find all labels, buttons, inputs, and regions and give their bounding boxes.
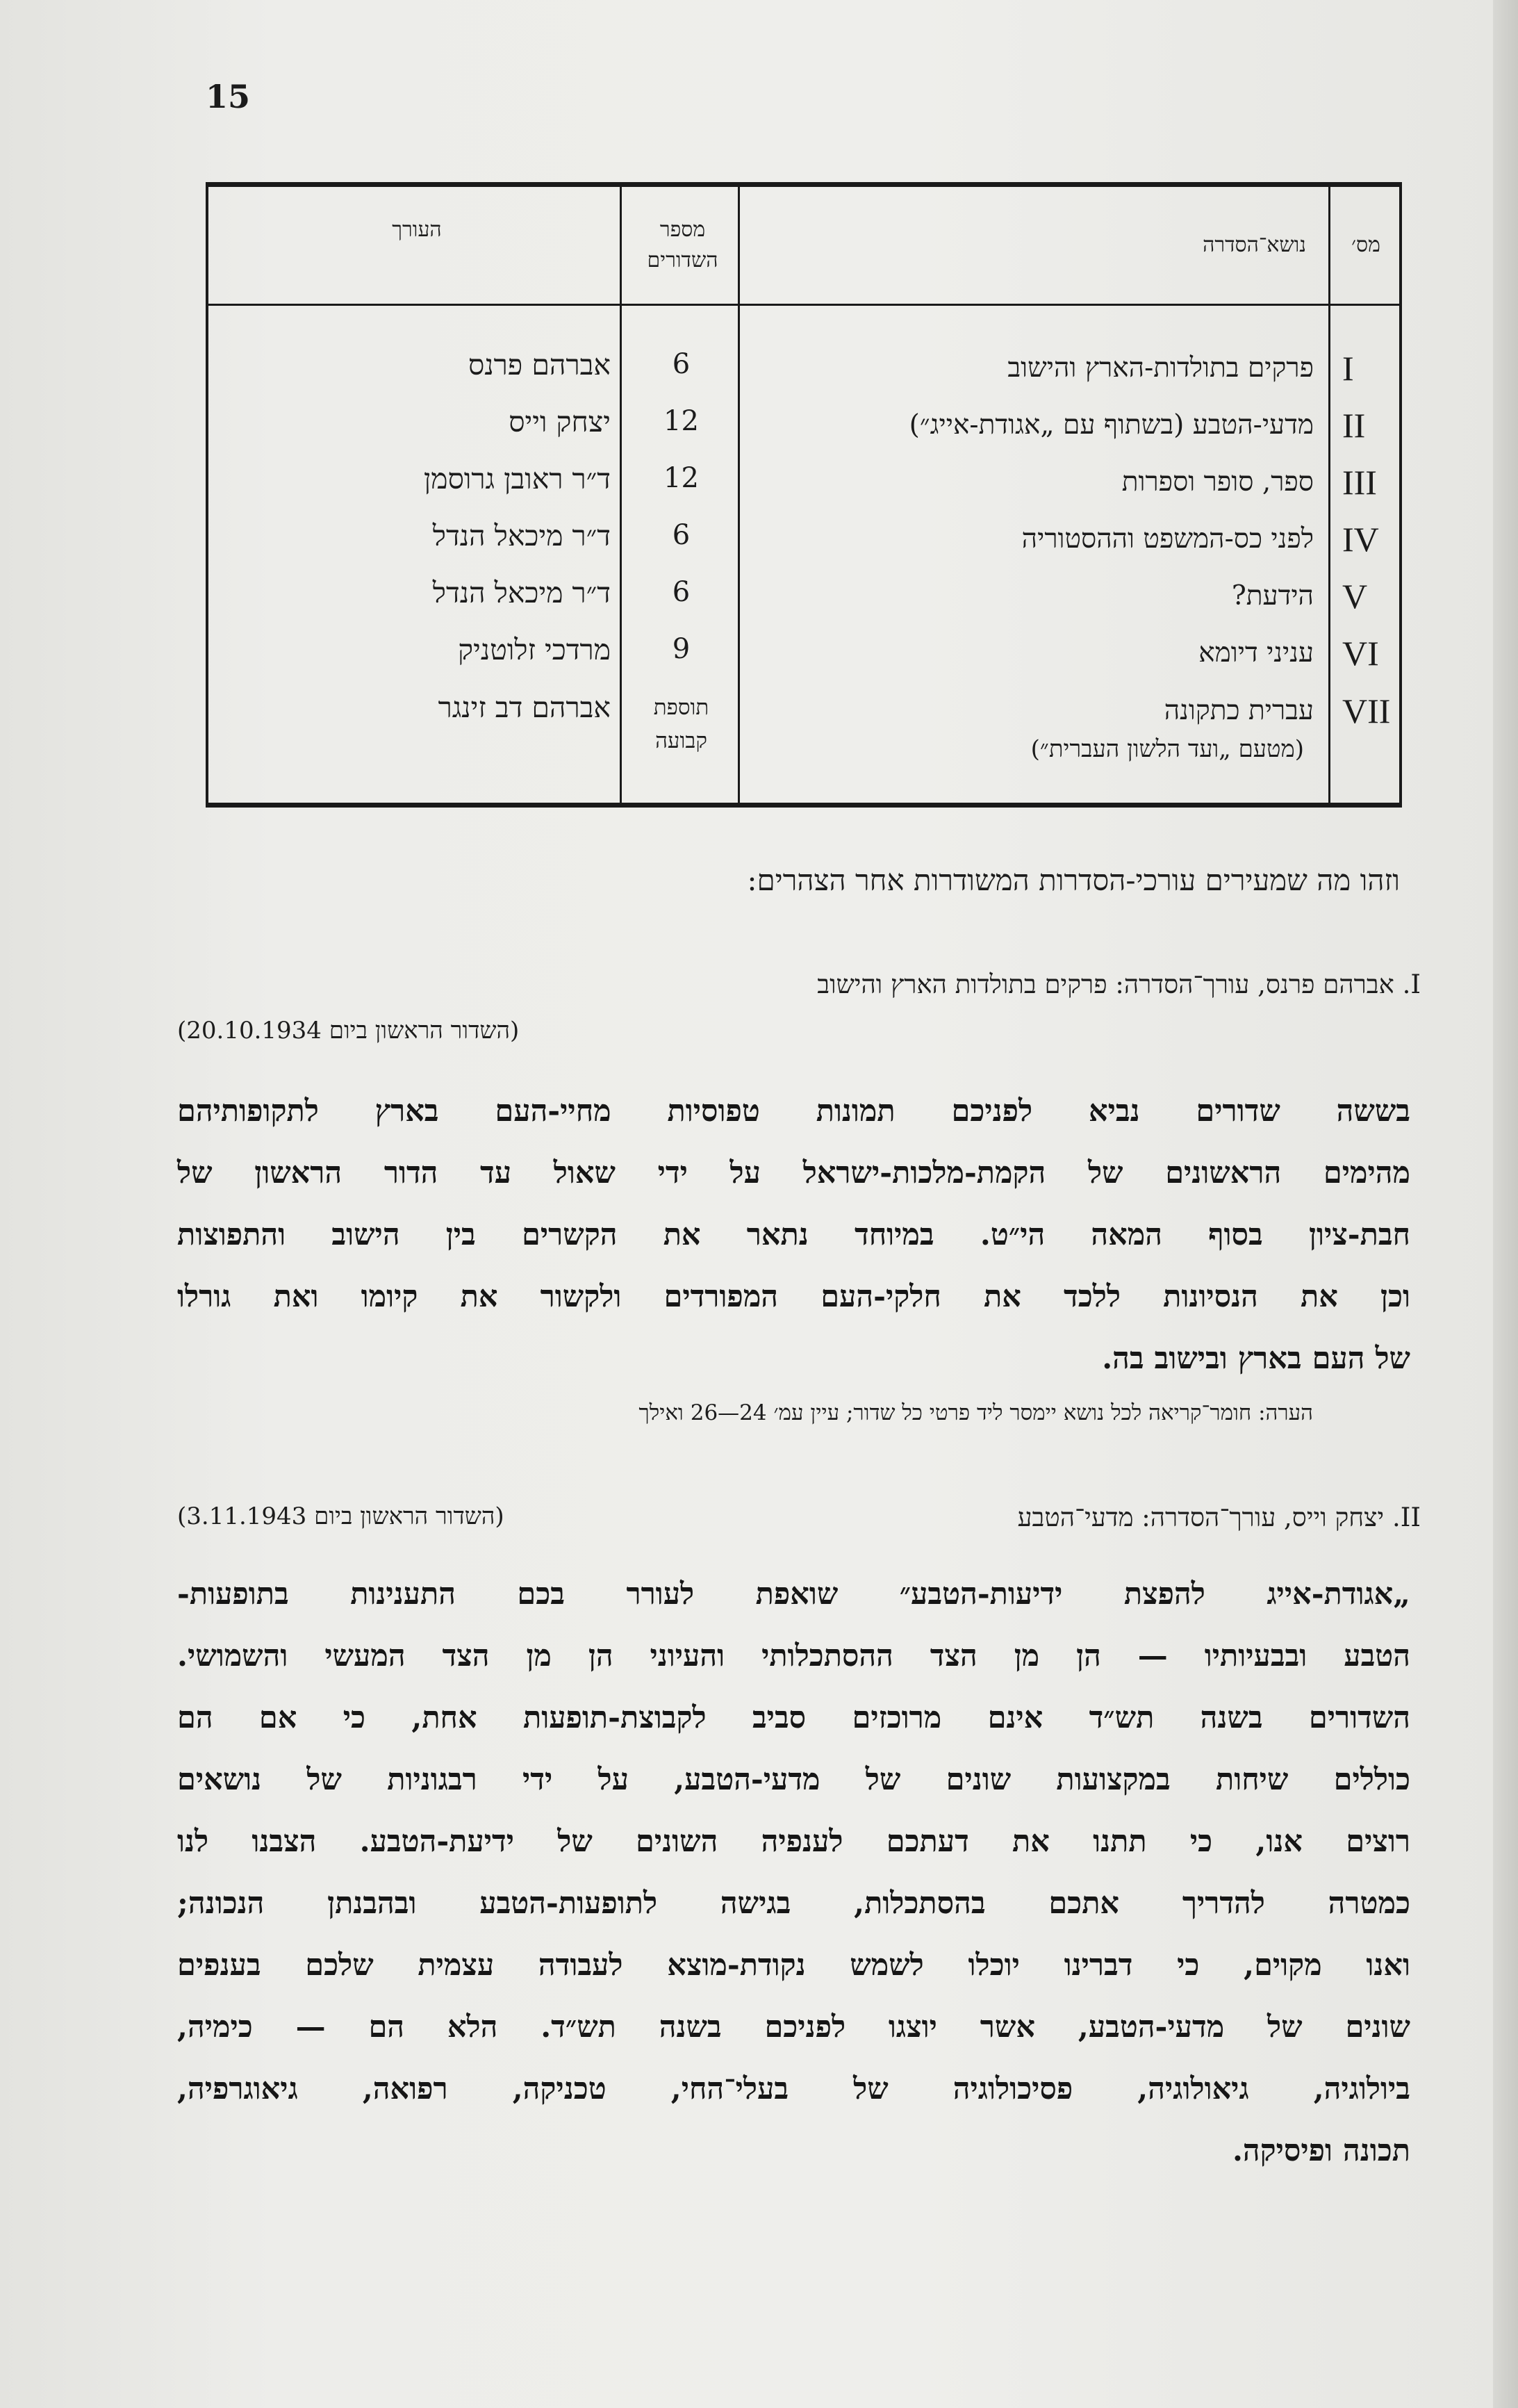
paragraph-line: בששה שדורים נביא לפניכם תמונות טפוסיות מחיי-העם בארץ לתקופותיהם — [177, 1094, 1410, 1129]
paragraph-line: חבת-ציון בסוף המאה הי״ט. במיוחד נתאר את הקשרים בין הישוב והתפוצות — [177, 1218, 1410, 1252]
paragraph-line: כמטרה להדריך אתכם בהסתכלות, בגישה לתופעות-הטבע ובהבנתן הנכונה; — [177, 1886, 1410, 1921]
row-topic — [736, 691, 1330, 767]
row-topic: עניני דיומא — [1198, 637, 1314, 669]
row-number: VII — [1342, 691, 1391, 730]
row-topic: ספר, סופר וספרות — [1121, 466, 1314, 498]
intro-text: וזהו מה שמעירים עורכי-הסדרות המשודרות אחר הצהרים: — [747, 863, 1400, 897]
row-number: I — [1342, 349, 1354, 388]
row-number: IV — [1342, 520, 1379, 559]
row-editor: ד״ר מיכאל הנדל — [432, 519, 611, 552]
row-number: V — [1342, 577, 1368, 616]
paragraph-line: של העם בארץ ובישוב בה. — [1102, 1341, 1410, 1376]
section2-paragraph — [177, 1564, 1410, 2182]
row-count: 9 — [672, 633, 691, 665]
row-editor: יצחק וייס — [509, 405, 611, 439]
series-table — [206, 182, 1402, 808]
header-topic: נושא־הסדרה — [1203, 233, 1306, 257]
paragraph-line: שונים של מדעי-הטבע, אשר יוצגו לפניכם בשנה תש״ד. הלא הם — כימיה, — [177, 2010, 1410, 2045]
section2-date: (השדור הראשון ביום 3.11.1943) — [177, 1502, 504, 1530]
row-number: VI — [1342, 634, 1379, 673]
table-row — [208, 519, 1399, 575]
section2-heading: II. יצחק וייס, עורך־הסדרה: מדעי־הטבע — [1017, 1502, 1421, 1532]
row-editor: אברהם פרנס — [468, 348, 611, 382]
paragraph-line: ואנו מקוים, כי דברינו יוכלו לשמש נקודת-מוצא לעבודה עצמית שלכם בענפים — [177, 1948, 1410, 1983]
header-count — [625, 215, 740, 275]
header-count-line1: מספר — [659, 218, 706, 242]
row-count: 12 — [663, 405, 699, 437]
row-count: 6 — [672, 576, 691, 608]
row-topic-line2: (מטעם „ועד הלשון העברית״) — [1030, 735, 1304, 763]
paragraph-line: מהימים הראשונים של הקמת-מלכות-ישראל על ידי שאול עד הדור הראשון של — [177, 1156, 1410, 1190]
footnote: הערה: חומר־קריאה לכל נושא יימסר ליד פרטי כל שדור; עיין עמ׳ 24—26 ואילך — [638, 1400, 1313, 1425]
paragraph-line: וכן את הנסיונות ללכד את חלקי-העם המפורדים ולקשור את קיומו ואת גורלו — [177, 1279, 1410, 1314]
paragraph-line: כוללים שיחות במקצועות שונים של מדעי-הטבע, על ידי רבגוניות של נושאים — [177, 1762, 1410, 1797]
row-topic-line1: עברית כתקונה — [1164, 695, 1314, 726]
paragraph-line: „אגודת-אייג להפצת ידיעות-הטבע״ שואפת לעורר בכם התענינות בתופעות- — [177, 1577, 1410, 1612]
row-topic: לפני כס-המשפט וההסטוריה — [1021, 523, 1314, 555]
row-editor: ד״ר מיכאל הנדל — [432, 576, 611, 609]
row-count: 6 — [672, 348, 691, 380]
header-number: מס׳ — [1351, 233, 1380, 257]
row-number: II — [1342, 406, 1366, 445]
table-row — [208, 576, 1399, 632]
row-editor: ד״ר ראובן גרוסמן — [423, 462, 611, 495]
paragraph-line: השדורים בשנה תש״ד אינם מרוכזים סביב לקבוצת-תופעות אחת, כי אם הם — [177, 1701, 1410, 1735]
table-row — [208, 405, 1399, 461]
table-header-divider — [208, 304, 1399, 306]
header-editor: העורך — [392, 218, 442, 242]
paragraph-line: רוצים אנו, כי תתנו את דעתכם לענפיה השונים של ידיעת-הטבע. הצבנו לנו — [177, 1824, 1410, 1859]
row-topic: מדעי-הטבע (בשתוף עם „אגודת-אייג״) — [909, 409, 1314, 441]
row-count — [624, 691, 739, 757]
table-row — [208, 348, 1399, 404]
row-editor: מרדכי זלוטניק — [458, 633, 611, 666]
row-topic: הידעת? — [1231, 580, 1314, 612]
page-number: 15 — [206, 78, 251, 115]
table-row — [208, 691, 1399, 795]
section1-date: (השדור הראשון ביום 20.10.1934) — [177, 1017, 520, 1045]
header-count-line2: השדורים — [647, 247, 718, 272]
section1-paragraph — [177, 1081, 1410, 1390]
row-count: 12 — [663, 462, 699, 494]
section1-heading: I. אברהם פרנס, עורך־הסדרה: פרקים בתולדות הארץ והישוב — [817, 969, 1421, 999]
row-editor: אברהם דב זינגר — [438, 691, 611, 724]
page-edge-shadow — [1493, 0, 1518, 2408]
row-count-line1: תוספת — [653, 695, 709, 720]
row-count-line2: קבועה — [655, 728, 707, 754]
row-count: 6 — [672, 519, 691, 551]
table-row — [208, 633, 1399, 689]
row-number: III — [1342, 463, 1377, 502]
paragraph-line: ביולוגיה, גיאולוגיה, פסיכולוגיה של בעלי־החי, טכניקה, רפואה, גיאוגרפיה, — [177, 2072, 1410, 2106]
row-topic: פרקים בתולדות-הארץ והישוב — [1007, 352, 1314, 384]
paragraph-line: הטבע ובבעיותיו — הן מן הצד ההסתכלותי והעיוני הן מן הצד המעשי והשמושי. — [177, 1639, 1410, 1673]
paragraph-line: תכונה ופיסיקה. — [1232, 2133, 1410, 2168]
table-row — [208, 462, 1399, 518]
